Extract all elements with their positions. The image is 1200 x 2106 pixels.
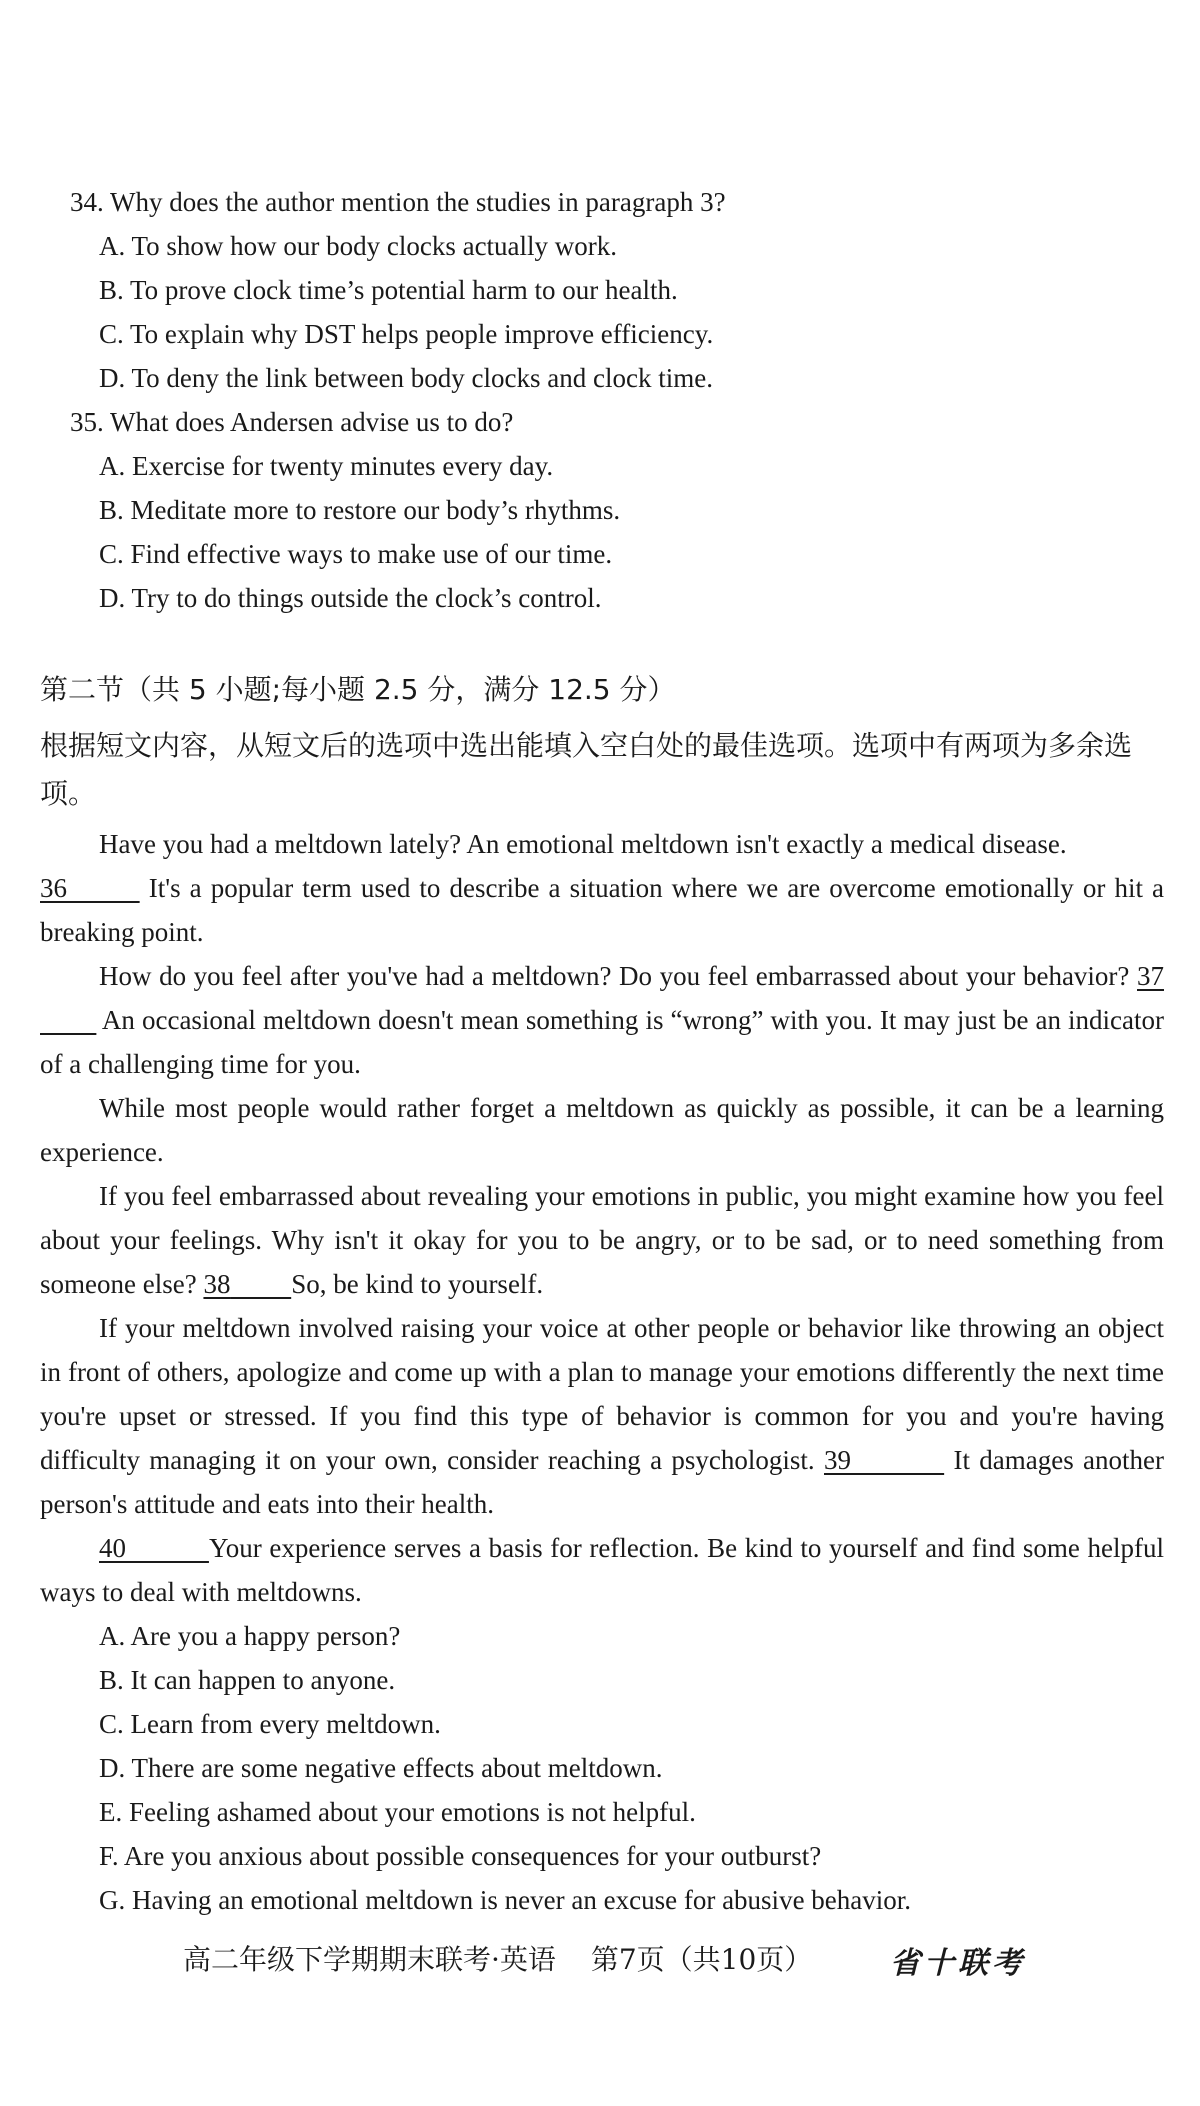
question-35-option-a: A. Exercise for twenty minutes every day. [99, 451, 554, 481]
answer-options [99, 1614, 911, 1922]
reading-passage [40, 822, 1164, 1614]
blank-39[interactable]: 39 [824, 1445, 851, 1475]
answer-option-f: F. Are you anxious about possible consequences for your outburst? [99, 1841, 822, 1871]
paragraph-5: If your meltdown involved raising your voice at other people or behavior like throwing an object in front of others, apologize and come up with a plan to manage your emotions differently the next time you're upset or stressed. If you find this type of behavior is common for you and you're having difficulty managing it on your own, consider reaching a psychologist. 39 It damages another person's attitude and eats into their health. [40, 1313, 1164, 1519]
section-heading: 第二节（共 5 小题;每小题 2.5 分，满分 12.5 分） [40, 673, 676, 706]
page-number: 第7页（共10页） [590, 1943, 813, 1976]
paragraph-6: 40 Your experience serves a basis for reflection. Be kind to yourself and find some helpful ways to deal with meltdowns. [40, 1533, 1165, 1607]
question-34-option-c: C. To explain why DST helps people improve efficiency. [99, 319, 714, 349]
answer-option-g: G. Having an emotional meltdown is never an excuse for abusive behavior. [99, 1885, 912, 1915]
question-35-stem: 35. What does Andersen advise us to do? [70, 407, 514, 437]
answer-option-c: C. Learn from every meltdown. [99, 1709, 441, 1739]
paragraph-4: If you feel embarrassed about revealing your emotions in public, you might examine how you feel about your feelings. Why isn't it okay for you to be angry, or to be sad, or to need something from someone else? 38 So, be kind to yourself. [40, 1181, 1164, 1299]
brand-logo: 省十联考 [890, 1946, 1026, 1981]
question-34-option-a: A. To show how our body clocks actually work. [99, 231, 618, 261]
question-35-option-d: D. Try to do things outside the clock’s control. [99, 583, 602, 613]
blank-38[interactable]: 38 [203, 1269, 231, 1299]
paragraph-1: Have you had a meltdown lately? An emotional meltdown isn't exactly a medical disease. [99, 829, 1067, 859]
exam-title: 高二年级下学期期末联考·英语 [183, 1943, 556, 1976]
answer-option-d: D. There are some negative effects about meltdown. [99, 1753, 663, 1783]
blank-40[interactable]: 40 [99, 1533, 126, 1563]
answer-option-b: B. It can happen to anyone. [99, 1665, 396, 1695]
question-35-option-c: C. Find effective ways to make use of our time. [99, 539, 613, 569]
paragraph-3: While most people would rather forget a meltdown as quickly as possible, it can be a learning experience. [40, 1093, 1164, 1167]
paragraph-2: How do you feel after you've had a meltdown? Do you feel embarrassed about your behavior? 37 An occasional meltdown doesn't mean something is “wrong” with you. It may just be an indicator of a challenging time for you. [40, 961, 1165, 1079]
blank-37[interactable]: 37 [1137, 961, 1164, 991]
blank-36[interactable]: 36 [40, 873, 67, 903]
page-footer [183, 1940, 812, 1980]
answer-option-e: E. Feeling ashamed about your emotions is not helpful. [99, 1797, 696, 1827]
question-34-option-d: D. To deny the link between body clocks and clock time. [99, 363, 713, 393]
question-34-option-b: B. To prove clock time’s potential harm to our health. [99, 275, 678, 305]
answer-option-a: A. Are you a happy person? [99, 1621, 401, 1651]
section-instruction: 根据短文内容，从短文后的选项中选出能填入空白处的最佳选项。选项中有两项为多余选项。 [40, 729, 1133, 810]
question-35-option-b: B. Meditate more to restore our body’s rhythms. [99, 495, 621, 525]
paragraph-1-cont: 36 It's a popular term used to describe a situation where we are overcome emotionally or hit a breaking point. [40, 873, 1165, 947]
question-34-stem: 34. Why does the author mention the studies in paragraph 3? [70, 187, 726, 217]
